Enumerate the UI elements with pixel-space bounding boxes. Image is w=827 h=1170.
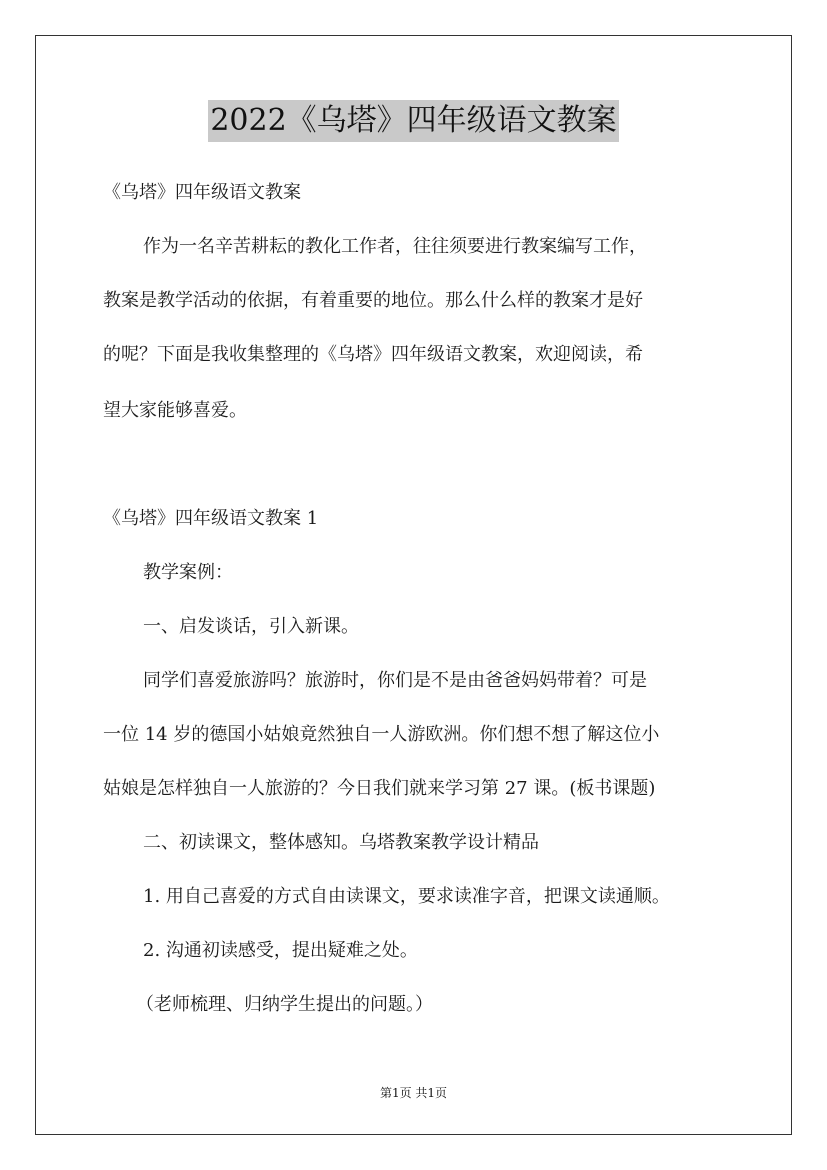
paragraph-line: （老师梳理、归纳学生提出的问题。） <box>136 994 433 1015</box>
section-heading: 《乌塔》四年级语文教案 1 <box>103 508 319 529</box>
paragraph-line: 教案是教学活动的依据，有着重要的地位。那么什么样的教案才是好 <box>103 290 643 311</box>
paragraph-line: 同学们喜爱旅游吗？旅游时，你们是不是由爸爸妈妈带着？可是 <box>143 670 647 691</box>
paragraph-line: 姑娘是怎样独自一人旅游的？今日我们就来学习第 27 课。(板书课题) <box>103 778 656 799</box>
document-title: 2022《乌塔》四年级语文教案 <box>208 100 618 142</box>
subtitle-line: 《乌塔》四年级语文教案 <box>103 182 301 203</box>
paragraph-line: 教学案例： <box>143 562 233 583</box>
paragraph-line: 一位 14 岁的德国小姑娘竟然独自一人游欧洲。你们想不想了解这位小 <box>103 724 660 745</box>
paragraph-line: 1. 用自己喜爱的方式自由读课文，要求读准字音，把课文读通顺。 <box>143 886 670 907</box>
paragraph-line: 作为一名辛苦耕耘的教化工作者，往往须要进行教案编写工作， <box>143 236 647 257</box>
title-container <box>0 100 827 142</box>
paragraph-line: 一、启发谈话，引入新课。 <box>143 616 359 637</box>
paragraph-line: 二、初读课文，整体感知。乌塔教案教学设计精品 <box>143 832 539 853</box>
paragraph-line: 望大家能够喜爱。 <box>103 400 247 421</box>
paragraph-line: 的呢？下面是我收集整理的《乌塔》四年级语文教案，欢迎阅读，希 <box>103 344 643 365</box>
page-footer: 第1页 共1页 <box>379 1086 448 1100</box>
paragraph-line: 2. 沟通初读感受，提出疑难之处。 <box>143 940 418 961</box>
